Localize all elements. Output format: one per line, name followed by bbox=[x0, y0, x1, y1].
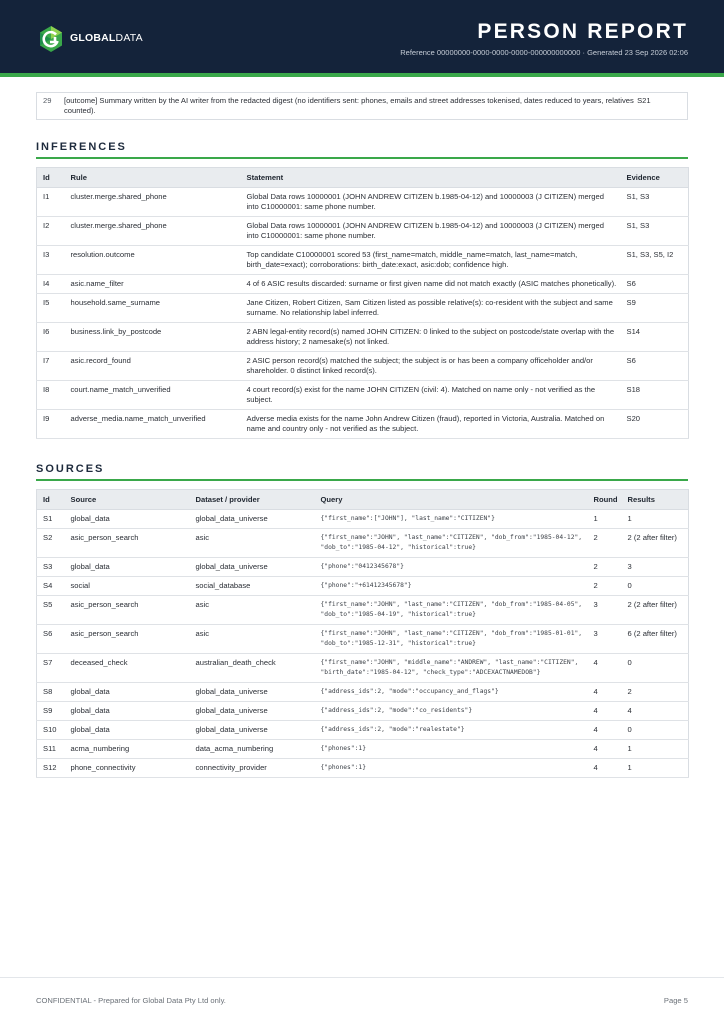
table-row bbox=[37, 683, 689, 702]
sources-col-header: Results bbox=[622, 490, 689, 510]
table-row bbox=[37, 702, 689, 721]
table-row bbox=[37, 596, 689, 625]
sources-cell: S9 bbox=[37, 702, 65, 721]
inferences-heading: INFERENCES bbox=[36, 141, 127, 153]
table-row bbox=[37, 352, 689, 381]
inferences-cell: I4 bbox=[37, 275, 65, 294]
table-row bbox=[37, 721, 689, 740]
sources-cell: {"first_name":"JOHN", "last_name":"CITIZEN", "dob_from":"1985-01-01", "dob_to":"1985-12-31", "historical":true} bbox=[315, 625, 588, 654]
sources-cell: acma_numbering bbox=[65, 740, 190, 759]
inferences-cell: I2 bbox=[37, 217, 65, 246]
sources-col-header: Source bbox=[65, 490, 190, 510]
table-row bbox=[37, 188, 689, 217]
inferences-cell: Global Data rows 10000001 (JOHN ANDREW CITIZEN b.1985-04-12) and 10000003 (J CITIZEN) merged into C10000001: same phone number. bbox=[241, 217, 621, 246]
inferences-cell: S9 bbox=[621, 294, 689, 323]
table-row bbox=[37, 625, 689, 654]
logo-wordmark: GLOBALDATA bbox=[70, 32, 143, 44]
sources-cell: S11 bbox=[37, 740, 65, 759]
inferences-cell: I6 bbox=[37, 323, 65, 352]
sources-cell: S2 bbox=[37, 529, 65, 558]
sources-cell: global_data_universe bbox=[190, 558, 315, 577]
inferences-cell: Adverse media exists for the name John Andrew Citizen (fraud), reported in Victoria, Australia. Matched on name and country only - not verified as the subject. bbox=[241, 410, 621, 439]
sources-cell: {"phone":"0412345678"} bbox=[315, 558, 588, 577]
sources-cell: global_data bbox=[65, 702, 190, 721]
inferences-cell: I9 bbox=[37, 410, 65, 439]
inferences-table bbox=[36, 167, 689, 439]
sources-cell: global_data bbox=[65, 683, 190, 702]
table-row bbox=[37, 759, 689, 778]
carryover-number: 29 bbox=[43, 96, 52, 105]
sources-cell: asic bbox=[190, 625, 315, 654]
sources-cell: {"first_name":"JOHN", "last_name":"CITIZEN", "dob_from":"1985-04-12", "dob_to":"1985-04-12", "historical":true} bbox=[315, 529, 588, 558]
sources-cell: global_data_universe bbox=[190, 721, 315, 740]
inferences-cell: 4 of 6 ASIC results discarded: surname or first given name did not match exactly (ASIC matches phonetically). bbox=[241, 275, 621, 294]
sources-cell: S7 bbox=[37, 654, 65, 683]
table-row bbox=[37, 410, 689, 439]
sources-cell: asic_person_search bbox=[65, 596, 190, 625]
sources-cell: 3 bbox=[588, 596, 622, 625]
sources-cell: asic bbox=[190, 529, 315, 558]
inferences-cell: Global Data rows 10000001 (JOHN ANDREW CITIZEN b.1985-04-12) and 10000003 (J CITIZEN) merged into C10000001: same phone number. bbox=[241, 188, 621, 217]
inferences-cell: I7 bbox=[37, 352, 65, 381]
footer-confidential: CONFIDENTIAL - Prepared for Global Data Pty Ltd only. bbox=[36, 996, 226, 1005]
table-row bbox=[37, 510, 689, 529]
table-row bbox=[37, 381, 689, 410]
header-accent-bar bbox=[0, 73, 724, 77]
sources-cell: {"first_name":"JOHN", "middle_name":"ANDREW", "last_name":"CITIZEN", "birth_date":"1985-04-12", "check_type":"ADCEXACTNAMEDOB"} bbox=[315, 654, 588, 683]
sources-cell: 2 bbox=[622, 683, 689, 702]
inferences-cell: S1, S3, S5, I2 bbox=[621, 246, 689, 275]
inferences-cell: Top candidate C10000001 scored 53 (first_name=match, middle_name=match, last_name=match, birth_date=exact); corroborations: birth_date:exact, asic:dob; confidence high. bbox=[241, 246, 621, 275]
inferences-cell: I1 bbox=[37, 188, 65, 217]
inferences-cell: I3 bbox=[37, 246, 65, 275]
sources-cell: 6 (2 after filter) bbox=[622, 625, 689, 654]
table-row bbox=[37, 740, 689, 759]
inferences-cell: household.same_surname bbox=[65, 294, 241, 323]
sources-cell: S10 bbox=[37, 721, 65, 740]
globaldata-logo-icon bbox=[36, 24, 66, 54]
inferences-cell: I5 bbox=[37, 294, 65, 323]
carryover-text: [outcome] Summary written by the AI writer from the redacted digest (no identifiers sent: phones, emails and street addresses tokenised, dates reduced to years, relatives counted). bbox=[63, 96, 634, 115]
inferences-cell: Jane Citizen, Robert Citizen, Sam Citizen listed as possible relative(s): co-resident with the subject and same surname. No relationship label inferred. bbox=[241, 294, 621, 323]
sources-cell: 1 bbox=[622, 759, 689, 778]
sources-cell: 2 bbox=[588, 577, 622, 596]
sources-cell: 1 bbox=[622, 510, 689, 529]
carryover-evidence: S21 bbox=[637, 96, 651, 105]
table-row bbox=[37, 275, 689, 294]
sources-cell: 2 (2 after filter) bbox=[622, 596, 689, 625]
sources-cell: 4 bbox=[588, 759, 622, 778]
sources-cell: global_data bbox=[65, 721, 190, 740]
sources-cell: connectivity_provider bbox=[190, 759, 315, 778]
inferences-col-header: Evidence bbox=[621, 168, 689, 188]
inferences-cell: S20 bbox=[621, 410, 689, 439]
sources-cell: phone_connectivity bbox=[65, 759, 190, 778]
inferences-cell: cluster.merge.shared_phone bbox=[65, 217, 241, 246]
sources-cell: {"phone":"+61412345678"} bbox=[315, 577, 588, 596]
inferences-cell: resolution.outcome bbox=[65, 246, 241, 275]
sources-cell: social bbox=[65, 577, 190, 596]
sources-col-header: Id bbox=[37, 490, 65, 510]
inferences-col-header: Id bbox=[37, 168, 65, 188]
sources-cell: 4 bbox=[588, 683, 622, 702]
inferences-cell: cluster.merge.shared_phone bbox=[65, 188, 241, 217]
sources-cell: australian_death_check bbox=[190, 654, 315, 683]
sources-cell: asic bbox=[190, 596, 315, 625]
sources-cell: S3 bbox=[37, 558, 65, 577]
inferences-cell: S1, S3 bbox=[621, 217, 689, 246]
page-number: Page 5 bbox=[663, 996, 688, 1005]
sources-cell: global_data bbox=[65, 558, 190, 577]
sources-cell: 2 bbox=[588, 529, 622, 558]
report-header bbox=[0, 0, 724, 73]
table-row bbox=[37, 654, 689, 683]
sources-cell: {"address_ids":2, "mode":"occupancy_and_flags"} bbox=[315, 683, 588, 702]
inferences-col-header: Rule bbox=[65, 168, 241, 188]
inferences-rule bbox=[36, 157, 688, 159]
inferences-cell: 2 ASIC person record(s) matched the subject; the subject is or has been a company officeholder and/or shareholder. 0 distinct linked record(s). bbox=[241, 352, 621, 381]
sources-cell: {"address_ids":2, "mode":"realestate"} bbox=[315, 721, 588, 740]
sources-cell: {"first_name":["JOHN"], "last_name":"CITIZEN"} bbox=[315, 510, 588, 529]
sources-cell: 4 bbox=[588, 654, 622, 683]
sources-cell: 4 bbox=[622, 702, 689, 721]
inferences-cell: S1, S3 bbox=[621, 188, 689, 217]
sources-cell: S5 bbox=[37, 596, 65, 625]
inferences-cell: S6 bbox=[621, 352, 689, 381]
sources-cell: S12 bbox=[37, 759, 65, 778]
inferences-cell: adverse_media.name_match_unverified bbox=[65, 410, 241, 439]
sources-table bbox=[36, 489, 689, 778]
sources-cell: 0 bbox=[622, 577, 689, 596]
inferences-cell: business.link_by_postcode bbox=[65, 323, 241, 352]
sources-cell: {"phones":1} bbox=[315, 759, 588, 778]
sources-cell: social_database bbox=[190, 577, 315, 596]
sources-cell: {"first_name":"JOHN", "last_name":"CITIZEN", "dob_from":"1985-04-05", "dob_to":"1985-04-19", "historical":true} bbox=[315, 596, 588, 625]
sources-cell: S1 bbox=[37, 510, 65, 529]
sources-heading: SOURCES bbox=[36, 463, 105, 475]
sources-cell: 3 bbox=[622, 558, 689, 577]
sources-cell: 1 bbox=[588, 510, 622, 529]
sources-cell: S8 bbox=[37, 683, 65, 702]
inferences-cell: asic.record_found bbox=[65, 352, 241, 381]
inferences-cell: asic.name_filter bbox=[65, 275, 241, 294]
sources-cell: 4 bbox=[588, 740, 622, 759]
sources-cell: 3 bbox=[588, 625, 622, 654]
table-row bbox=[37, 529, 689, 558]
inferences-cell: 2 ABN legal-entity record(s) named JOHN CITIZEN: 0 linked to the subject on postcode/state overlap with the address history; 2 namesake(s) not linked. bbox=[241, 323, 621, 352]
inferences-col-header: Statement bbox=[241, 168, 621, 188]
sources-cell: 2 bbox=[588, 558, 622, 577]
report-reference: Reference 00000000-0000-0000-0000-000000000000 · Generated 23 Sep 2026 02:06 bbox=[400, 48, 688, 57]
sources-col-header: Query bbox=[315, 490, 588, 510]
sources-cell: 4 bbox=[588, 721, 622, 740]
inferences-cell: S14 bbox=[621, 323, 689, 352]
sources-cell: S6 bbox=[37, 625, 65, 654]
footer-divider bbox=[0, 977, 724, 978]
sources-cell: global_data_universe bbox=[190, 510, 315, 529]
page-title: PERSON REPORT bbox=[477, 20, 688, 43]
sources-cell: 4 bbox=[588, 702, 622, 721]
sources-cell: global_data_universe bbox=[190, 683, 315, 702]
table-row bbox=[37, 246, 689, 275]
sources-cell: 2 (2 after filter) bbox=[622, 529, 689, 558]
sources-cell: global_data_universe bbox=[190, 702, 315, 721]
sources-cell: deceased_check bbox=[65, 654, 190, 683]
table-row bbox=[37, 558, 689, 577]
sources-col-header: Dataset / provider bbox=[190, 490, 315, 510]
sources-col-header: Round bbox=[588, 490, 622, 510]
table-row bbox=[37, 294, 689, 323]
sources-cell: global_data bbox=[65, 510, 190, 529]
table-row bbox=[37, 323, 689, 352]
sources-rule bbox=[36, 479, 688, 481]
sources-cell: asic_person_search bbox=[65, 529, 190, 558]
inferences-cell: S6 bbox=[621, 275, 689, 294]
carryover-row bbox=[36, 92, 688, 120]
sources-cell: 1 bbox=[622, 740, 689, 759]
table-row bbox=[37, 577, 689, 596]
sources-cell: 0 bbox=[622, 721, 689, 740]
sources-cell: 0 bbox=[622, 654, 689, 683]
table-row bbox=[37, 217, 689, 246]
inferences-cell: I8 bbox=[37, 381, 65, 410]
inferences-cell: 4 court record(s) exist for the name JOHN CITIZEN (civil: 4). Matched on name only - not verified as the subject. bbox=[241, 381, 621, 410]
sources-cell: {"address_ids":2, "mode":"co_residents"} bbox=[315, 702, 588, 721]
inferences-cell: S18 bbox=[621, 381, 689, 410]
sources-cell: data_acma_numbering bbox=[190, 740, 315, 759]
inferences-cell: court.name_match_unverified bbox=[65, 381, 241, 410]
sources-cell: asic_person_search bbox=[65, 625, 190, 654]
sources-cell: S4 bbox=[37, 577, 65, 596]
sources-cell: {"phones":1} bbox=[315, 740, 588, 759]
